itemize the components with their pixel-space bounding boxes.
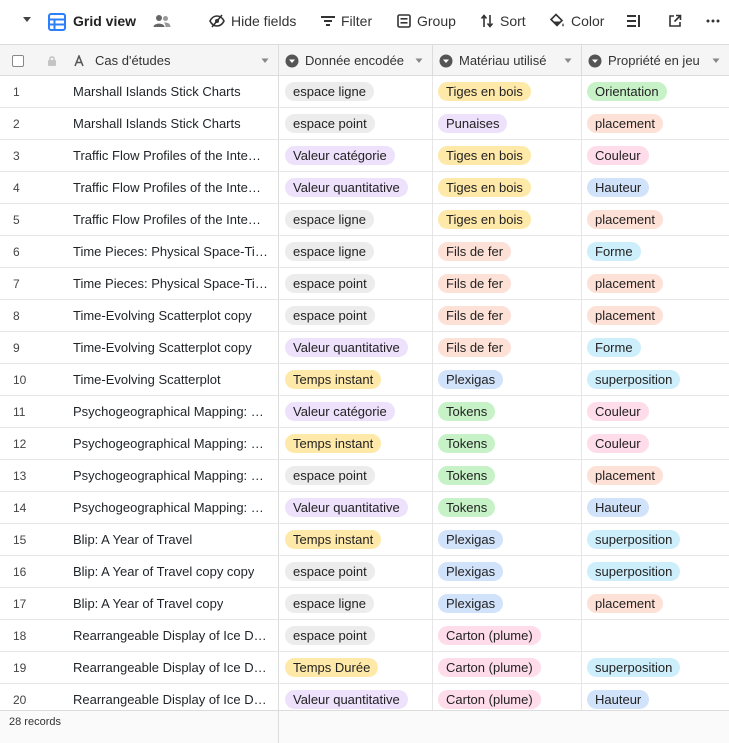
cell-propriete-en-jeu[interactable] <box>582 428 729 459</box>
cell-cas-etudes[interactable] <box>68 332 279 363</box>
cell-cas-etudes[interactable] <box>68 652 279 683</box>
select-tag: espace point <box>285 306 375 325</box>
hide-fields-label: Hide fields <box>231 13 297 29</box>
cell-propriete-en-jeu[interactable] <box>582 76 729 107</box>
select-tag: Tiges en bois <box>438 146 531 165</box>
row-height-icon[interactable] <box>627 14 641 28</box>
cell-text: Blip: A Year of Travel <box>73 532 193 547</box>
select-tag: Fils de fer <box>438 274 511 293</box>
cell-donnee-encodee[interactable] <box>279 204 433 235</box>
table-row[interactable] <box>0 620 729 652</box>
cell-propriete-en-jeu[interactable] <box>582 364 729 395</box>
filter-icon <box>321 15 335 27</box>
row-number: 7 <box>13 276 20 291</box>
cell-materiau-utilise[interactable] <box>433 108 582 139</box>
row-number: 15 <box>13 532 27 547</box>
cell-propriete-en-jeu[interactable] <box>582 204 729 235</box>
cell-text: Time-Evolving Scatterplot copy <box>73 308 252 323</box>
cell-cas-etudes[interactable] <box>68 588 279 619</box>
select-tag: Hauteur <box>587 690 649 709</box>
table-row[interactable] <box>0 108 729 140</box>
cell-cas-etudes[interactable] <box>68 172 279 203</box>
select-tag: Plexigas <box>438 562 503 581</box>
color-label: Color <box>571 13 605 29</box>
select-tag: placement <box>587 114 663 133</box>
cell-cas-etudes[interactable] <box>68 396 279 427</box>
single-select-icon <box>439 54 453 68</box>
single-select-icon <box>285 54 299 68</box>
table-row[interactable] <box>0 428 729 460</box>
select-tag: Temps Durée <box>285 658 378 677</box>
cell-cas-etudes[interactable] <box>68 620 279 651</box>
table-row[interactable] <box>0 300 729 332</box>
cell-materiau-utilise[interactable] <box>433 172 582 203</box>
cell-cas-etudes[interactable] <box>68 300 279 331</box>
hide-fields-button[interactable] <box>209 13 296 29</box>
column-label: Matériau utilisé <box>459 53 547 68</box>
cell-materiau-utilise[interactable] <box>433 492 582 523</box>
paint-bucket-icon <box>549 13 565 29</box>
cell-propriete-en-jeu[interactable] <box>582 268 729 299</box>
select-tag: Temps instant <box>285 530 381 549</box>
select-tag: Tokens <box>438 434 495 453</box>
row-number: 6 <box>13 244 20 259</box>
row-number: 11 <box>13 404 26 419</box>
column-label: Propriété en jeu <box>608 53 700 68</box>
cell-donnee-encodee[interactable] <box>279 524 433 555</box>
column-header-propriete-en-jeu[interactable] <box>582 45 729 76</box>
chevron-down-icon[interactable] <box>712 58 720 64</box>
select-tag: placement <box>587 306 663 325</box>
select-tag: Valeur quantitative <box>285 690 408 709</box>
cell-text: Time-Evolving Scatterplot <box>73 372 221 387</box>
row-number: 19 <box>13 660 27 675</box>
cell-text: Psychogeographical Mapping: … <box>73 468 264 483</box>
select-tag: Fils de fer <box>438 242 511 261</box>
select-tag: Punaises <box>438 114 507 133</box>
row-number: 20 <box>13 692 27 707</box>
group-icon <box>397 14 411 28</box>
select-tag: Tokens <box>438 466 495 485</box>
table-row[interactable] <box>0 492 729 524</box>
cell-materiau-utilise[interactable] <box>433 396 582 427</box>
cell-propriete-en-jeu[interactable] <box>582 460 729 491</box>
cell-text: Blip: A Year of Travel copy copy <box>73 564 255 579</box>
cell-propriete-en-jeu[interactable] <box>582 556 729 587</box>
cell-cas-etudes[interactable] <box>68 460 279 491</box>
cell-propriete-en-jeu[interactable] <box>582 652 729 683</box>
select-tag: placement <box>587 466 663 485</box>
cell-cas-etudes[interactable] <box>68 236 279 267</box>
table-row[interactable] <box>0 396 729 428</box>
cell-text: Traffic Flow Profiles of the Inte… <box>73 180 261 195</box>
select-tag: Temps instant <box>285 434 381 453</box>
collaborators-icon[interactable] <box>153 14 171 28</box>
cell-materiau-utilise[interactable] <box>433 652 582 683</box>
hide-fields-icon <box>209 14 225 28</box>
select-tag: Valeur catégorie <box>285 146 395 165</box>
cell-materiau-utilise[interactable] <box>433 524 582 555</box>
group-button[interactable] <box>397 13 456 29</box>
lock-icon <box>36 45 68 76</box>
row-number: 1 <box>13 84 20 99</box>
select-tag: espace ligne <box>285 210 374 229</box>
cell-donnee-encodee[interactable] <box>279 236 433 267</box>
table-row[interactable] <box>0 460 729 492</box>
cell-materiau-utilise[interactable] <box>433 620 582 651</box>
select-tag: Orientation <box>587 82 667 101</box>
row-number: 9 <box>13 340 20 355</box>
grid-view-icon <box>48 13 66 31</box>
cell-donnee-encodee[interactable] <box>279 492 433 523</box>
cell-materiau-utilise[interactable] <box>433 556 582 587</box>
row-number: 8 <box>13 308 20 323</box>
select-tag: Plexigas <box>438 530 503 549</box>
cell-materiau-utilise[interactable] <box>433 428 582 459</box>
cell-materiau-utilise[interactable] <box>433 236 582 267</box>
select-all-checkbox[interactable] <box>0 45 36 76</box>
cell-donnee-encodee[interactable] <box>279 76 433 107</box>
cell-propriete-en-jeu[interactable] <box>582 140 729 171</box>
select-tag: Carton (plume) <box>438 690 541 709</box>
table-row[interactable] <box>0 588 729 620</box>
select-tag: Couleur <box>587 402 649 421</box>
select-tag: Fils de fer <box>438 306 511 325</box>
cell-cas-etudes[interactable] <box>68 140 279 171</box>
select-tag: superposition <box>587 530 680 549</box>
cell-donnee-encodee[interactable] <box>279 588 433 619</box>
cell-donnee-encodee[interactable] <box>279 652 433 683</box>
cell-propriete-en-jeu[interactable] <box>582 236 729 267</box>
cell-text: Traffic Flow Profiles of the Inte… <box>73 212 261 227</box>
sort-icon <box>480 14 494 28</box>
text-field-icon <box>74 55 88 67</box>
select-tag: placement <box>587 594 663 613</box>
select-tag: espace point <box>285 562 375 581</box>
cell-materiau-utilise[interactable] <box>433 268 582 299</box>
cell-text: Time Pieces: Physical Space-Ti… <box>73 276 268 291</box>
cell-text: Psychogeographical Mapping: … <box>73 436 264 451</box>
select-tag: espace point <box>285 466 375 485</box>
cell-materiau-utilise[interactable] <box>433 300 582 331</box>
column-label: Cas d'études <box>95 53 171 68</box>
chevron-down-icon[interactable] <box>564 58 572 64</box>
table-row[interactable] <box>0 556 729 588</box>
select-tag: espace ligne <box>285 82 374 101</box>
select-tag: espace point <box>285 274 375 293</box>
table-row[interactable] <box>0 268 729 300</box>
color-button[interactable] <box>549 13 604 29</box>
grid-header <box>0 44 729 76</box>
cell-donnee-encodee[interactable] <box>279 396 433 427</box>
filter-label: Filter <box>341 13 373 29</box>
select-tag: placement <box>587 274 663 293</box>
share-view-icon[interactable] <box>668 14 682 28</box>
select-tag: Hauteur <box>587 498 649 517</box>
cell-text: Marshall Islands Stick Charts <box>73 116 241 131</box>
cell-materiau-utilise[interactable] <box>433 204 582 235</box>
table-row[interactable] <box>0 140 729 172</box>
cell-text: Rearrangeable Display of Ice D… <box>73 692 267 707</box>
select-tag: Valeur quantitative <box>285 498 408 517</box>
cell-propriete-en-jeu[interactable] <box>582 108 729 139</box>
cell-text: Psychogeographical Mapping: … <box>73 500 264 515</box>
chevron-down-icon[interactable] <box>261 58 269 64</box>
select-tag: Tokens <box>438 498 495 517</box>
row-number: 13 <box>13 468 27 483</box>
cell-cas-etudes[interactable] <box>68 428 279 459</box>
cell-materiau-utilise[interactable] <box>433 460 582 491</box>
row-number: 2 <box>13 116 20 131</box>
more-options-icon[interactable] <box>706 14 720 28</box>
select-tag: espace point <box>285 114 375 133</box>
filter-button[interactable] <box>321 13 372 29</box>
column-header-donnee-encodee[interactable] <box>279 45 433 76</box>
select-tag: Valeur quantitative <box>285 338 408 357</box>
cell-text: Time Pieces: Physical Space-Ti… <box>73 244 268 259</box>
select-tag: superposition <box>587 562 680 581</box>
row-number: 10 <box>13 372 27 387</box>
cell-materiau-utilise[interactable] <box>433 332 582 363</box>
view-menu-caret-icon[interactable] <box>22 16 32 24</box>
cell-propriete-en-jeu[interactable] <box>582 524 729 555</box>
table-row[interactable] <box>0 332 729 364</box>
select-tag: Tokens <box>438 402 495 421</box>
cell-propriete-en-jeu[interactable] <box>582 620 729 651</box>
select-tag: espace ligne <box>285 242 374 261</box>
cell-propriete-en-jeu[interactable] <box>582 172 729 203</box>
select-tag: placement <box>587 210 663 229</box>
cell-text: Blip: A Year of Travel copy <box>73 596 224 611</box>
cell-donnee-encodee[interactable] <box>279 268 433 299</box>
cell-text: Time-Evolving Scatterplot copy <box>73 340 252 355</box>
select-tag: espace ligne <box>285 594 374 613</box>
row-number: 4 <box>13 180 20 195</box>
cell-text: Rearrangeable Display of Ice D… <box>73 628 267 643</box>
select-tag: Tiges en bois <box>438 210 531 229</box>
cell-text: Rearrangeable Display of Ice D… <box>73 660 267 675</box>
row-number: 14 <box>13 500 27 515</box>
cell-propriete-en-jeu[interactable] <box>582 588 729 619</box>
chevron-down-icon[interactable] <box>415 58 423 64</box>
select-tag: Carton (plume) <box>438 626 541 645</box>
footer-divider <box>278 711 279 743</box>
cell-text: Traffic Flow Profiles of the Inte… <box>73 148 261 163</box>
select-tag: Plexigas <box>438 594 503 613</box>
select-tag: Valeur catégorie <box>285 402 395 421</box>
cell-propriete-en-jeu[interactable] <box>582 492 729 523</box>
row-number: 16 <box>13 564 27 579</box>
cell-donnee-encodee[interactable] <box>279 332 433 363</box>
cell-cas-etudes[interactable] <box>68 492 279 523</box>
cell-donnee-encodee[interactable] <box>279 460 433 491</box>
grid-footer <box>0 710 729 743</box>
column-label: Donnée encodée <box>305 53 405 68</box>
cell-donnee-encodee[interactable] <box>279 140 433 171</box>
cell-donnee-encodee[interactable] <box>279 428 433 459</box>
cell-materiau-utilise[interactable] <box>433 140 582 171</box>
cell-donnee-encodee[interactable] <box>279 556 433 587</box>
cell-propriete-en-jeu[interactable] <box>582 300 729 331</box>
select-tag: Tiges en bois <box>438 82 531 101</box>
select-tag: Temps instant <box>285 370 381 389</box>
select-tag: superposition <box>587 658 680 677</box>
table-row[interactable] <box>0 364 729 396</box>
record-count: 28 records <box>9 716 61 728</box>
cell-propriete-en-jeu[interactable] <box>582 396 729 427</box>
cell-cas-etudes[interactable] <box>68 268 279 299</box>
table-row[interactable] <box>0 524 729 556</box>
cell-cas-etudes[interactable] <box>68 556 279 587</box>
select-tag: espace point <box>285 626 375 645</box>
select-tag: Couleur <box>587 434 649 453</box>
row-number: 18 <box>13 628 27 643</box>
select-tag: superposition <box>587 370 680 389</box>
cell-donnee-encodee[interactable] <box>279 172 433 203</box>
cell-propriete-en-jeu[interactable] <box>582 332 729 363</box>
select-tag: Carton (plume) <box>438 658 541 677</box>
cell-cas-etudes[interactable] <box>68 76 279 107</box>
select-tag: Tiges en bois <box>438 178 531 197</box>
cell-donnee-encodee[interactable] <box>279 620 433 651</box>
cell-donnee-encodee[interactable] <box>279 300 433 331</box>
select-tag: Valeur quantitative <box>285 178 408 197</box>
cell-cas-etudes[interactable] <box>68 364 279 395</box>
table-row[interactable] <box>0 204 729 236</box>
cell-materiau-utilise[interactable] <box>433 588 582 619</box>
select-tag: Forme <box>587 242 641 261</box>
select-tag: Forme <box>587 338 641 357</box>
row-number: 5 <box>13 212 20 227</box>
cell-cas-etudes[interactable] <box>68 108 279 139</box>
select-tag: Plexigas <box>438 370 503 389</box>
cell-cas-etudes[interactable] <box>68 204 279 235</box>
select-tag: Couleur <box>587 146 649 165</box>
sort-button[interactable] <box>480 13 526 29</box>
cell-donnee-encodee[interactable] <box>279 108 433 139</box>
table-row[interactable] <box>0 172 729 204</box>
view-toolbar <box>0 0 729 44</box>
sort-label: Sort <box>500 13 526 29</box>
cell-donnee-encodee[interactable] <box>279 364 433 395</box>
select-tag: Fils de fer <box>438 338 511 357</box>
row-number: 3 <box>13 148 20 163</box>
row-number: 17 <box>13 596 27 611</box>
cell-materiau-utilise[interactable] <box>433 364 582 395</box>
cell-text: Marshall Islands Stick Charts <box>73 84 241 99</box>
column-header-materiau-utilise[interactable] <box>433 45 582 76</box>
single-select-icon <box>588 54 602 68</box>
cell-cas-etudes[interactable] <box>68 524 279 555</box>
table-row[interactable] <box>0 652 729 684</box>
column-header-cas-etudes[interactable] <box>68 45 279 76</box>
select-tag: Hauteur <box>587 178 649 197</box>
table-row[interactable] <box>0 236 729 268</box>
cell-materiau-utilise[interactable] <box>433 76 582 107</box>
row-number: 12 <box>13 436 27 451</box>
group-label: Group <box>417 13 456 29</box>
cell-text: Psychogeographical Mapping: … <box>73 404 264 419</box>
view-name[interactable]: Grid view <box>73 13 137 29</box>
table-row[interactable] <box>0 76 729 108</box>
